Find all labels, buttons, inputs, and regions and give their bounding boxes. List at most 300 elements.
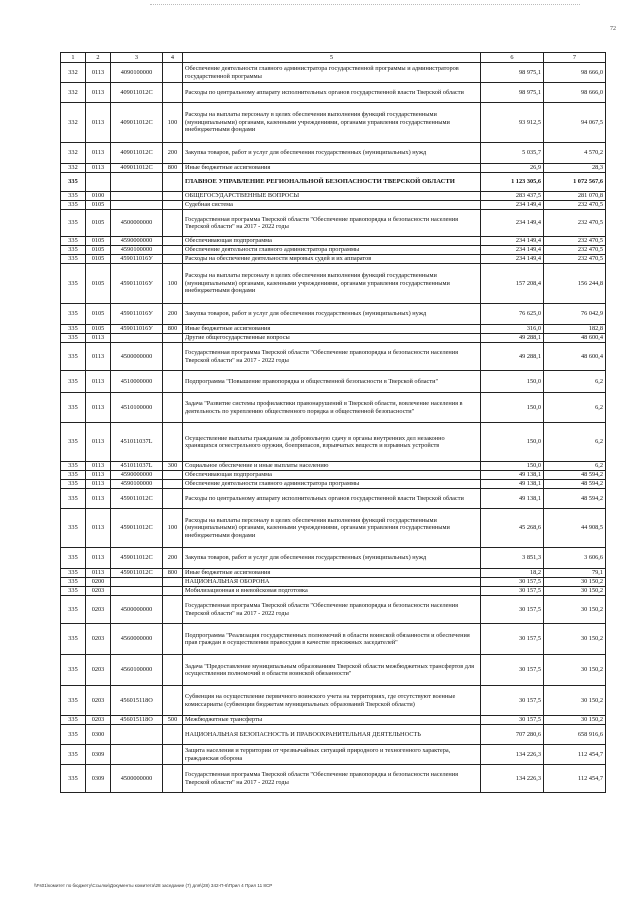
amount-year-2-cell: 30 150,2 — [544, 596, 606, 624]
amount-year-1-cell: 30 157,5 — [481, 596, 544, 624]
section-code-cell: 0105 — [86, 210, 111, 237]
section-code-cell: 0113 — [86, 471, 111, 480]
target-code-cell: 4590100000 — [111, 480, 163, 489]
amount-year-2-cell: 6,2 — [544, 371, 606, 393]
admin-code-cell: 332 — [61, 164, 86, 173]
item-name-cell: Государственная программа Тверской области "Обеспечение правопорядка и безопасности населения Тверской области" на 2017 - 2022 годы — [183, 765, 481, 793]
expense-type-cell — [163, 587, 183, 596]
item-name-cell: Мобилизационная и вневойсковая подготовка — [183, 587, 481, 596]
amount-year-2-cell: 232 470,5 — [544, 255, 606, 264]
admin-code-cell: 335 — [61, 578, 86, 587]
target-code-cell — [111, 745, 163, 765]
target-code-cell: 4510000000 — [111, 371, 163, 393]
amount-year-1-cell: 234 149,4 — [481, 210, 544, 237]
amount-year-2-cell: 6,2 — [544, 423, 606, 462]
section-code-cell: 0105 — [86, 264, 111, 304]
section-code-cell: 0200 — [86, 578, 111, 587]
admin-code-cell: 335 — [61, 716, 86, 725]
expense-type-cell — [163, 423, 183, 462]
target-code-cell: 4500000000 — [111, 596, 163, 624]
amount-year-2-cell: 30 150,2 — [544, 655, 606, 686]
item-name-cell: Защита населения и территории от чрезвычайных ситуаций природного и техногенного характера, гражданская оборона — [183, 745, 481, 765]
item-name-cell: Другие общегосударственные вопросы — [183, 334, 481, 343]
target-code-cell — [111, 334, 163, 343]
target-code-cell: 459011012С — [111, 489, 163, 509]
budget-table — [60, 52, 606, 793]
table-row — [61, 371, 606, 393]
target-code-cell: 409011012С — [111, 83, 163, 103]
item-name-cell: ГЛАВНОЕ УПРАВЛЕНИЕ РЕГИОНАЛЬНОЙ БЕЗОПАСНОСТИ ТВЕРСКОЙ ОБЛАСТИ — [183, 173, 481, 192]
item-name-cell: Обеспечение деятельности главного администратора государственной программы и администраторов государственной программы — [183, 63, 481, 83]
section-code-cell: 0113 — [86, 489, 111, 509]
amount-year-1-cell: 30 157,5 — [481, 578, 544, 587]
amount-year-1-cell: 49 288,1 — [481, 343, 544, 371]
admin-code-cell: 335 — [61, 334, 86, 343]
item-name-cell: Расходы на обеспечение деятельности мировых судей и их аппаратов — [183, 255, 481, 264]
admin-code-cell: 335 — [61, 725, 86, 745]
section-code-cell: 0105 — [86, 255, 111, 264]
item-name-cell: Субвенция на осуществление первичного воинского учета на территориях, где отсутствуют военные комиссариаты (субвенции бюджетам муниципальных образований Тверской области) — [183, 686, 481, 716]
expense-type-cell — [163, 210, 183, 237]
amount-year-1-cell: 234 149,4 — [481, 246, 544, 255]
amount-year-2-cell: 79,1 — [544, 569, 606, 578]
expense-type-cell — [163, 173, 183, 192]
amount-year-2-cell: 48 594,2 — [544, 471, 606, 480]
table-row — [61, 725, 606, 745]
item-name-cell: Государственная программа Тверской области "Обеспечение правопорядка и безопасности населения Тверской области" на 2017 - 2022 годы — [183, 596, 481, 624]
section-code-cell: 0203 — [86, 686, 111, 716]
admin-code-cell: 335 — [61, 255, 86, 264]
section-code-cell: 0113 — [86, 343, 111, 371]
admin-code-cell: 335 — [61, 325, 86, 334]
amount-year-2-cell: 281 070,8 — [544, 192, 606, 201]
amount-year-2-cell: 76 042,9 — [544, 304, 606, 325]
table-row — [61, 83, 606, 103]
amount-year-1-cell: 134 226,3 — [481, 765, 544, 793]
table-row — [61, 423, 606, 462]
item-name-cell: Обеспечение деятельности главного администратора программы — [183, 246, 481, 255]
section-code-cell: 0300 — [86, 725, 111, 745]
section-code-cell: 0113 — [86, 164, 111, 173]
expense-type-cell — [163, 237, 183, 246]
target-code-cell: 4500000000 — [111, 765, 163, 793]
section-code-cell: 0105 — [86, 304, 111, 325]
section-code-cell: 0309 — [86, 765, 111, 793]
header-col-4: 4 — [163, 53, 183, 63]
amount-year-1-cell: 30 157,5 — [481, 587, 544, 596]
section-code-cell: 0113 — [86, 143, 111, 164]
amount-year-2-cell: 30 150,2 — [544, 686, 606, 716]
amount-year-2-cell: 232 470,5 — [544, 210, 606, 237]
target-code-cell: 4510100000 — [111, 393, 163, 423]
page-number: 72 — [610, 26, 616, 32]
admin-code-cell: 335 — [61, 393, 86, 423]
amount-year-2-cell: 94 067,5 — [544, 103, 606, 143]
section-code-cell: 0113 — [86, 509, 111, 548]
amount-year-2-cell: 1 072 567,6 — [544, 173, 606, 192]
target-code-cell: 459011012С — [111, 548, 163, 569]
section-code-cell: 0113 — [86, 480, 111, 489]
amount-year-2-cell: 48 594,2 — [544, 489, 606, 509]
expense-type-cell — [163, 63, 183, 83]
section-code-cell: 0113 — [86, 63, 111, 83]
expense-type-cell — [163, 480, 183, 489]
section-code-cell: 0113 — [86, 393, 111, 423]
admin-code-cell: 335 — [61, 210, 86, 237]
expense-type-cell: 800 — [163, 569, 183, 578]
admin-code-cell: 335 — [61, 246, 86, 255]
section-code-cell: 0203 — [86, 716, 111, 725]
amount-year-1-cell: 234 149,4 — [481, 237, 544, 246]
item-name-cell: Подпрограмма "Повышение правопорядка и общественной безопасности в Тверской области" — [183, 371, 481, 393]
target-code-cell: 4590000000 — [111, 471, 163, 480]
amount-year-2-cell: 232 470,5 — [544, 246, 606, 255]
expense-type-cell — [163, 745, 183, 765]
target-code-cell — [111, 578, 163, 587]
amount-year-1-cell: 26,9 — [481, 164, 544, 173]
expense-type-cell — [163, 596, 183, 624]
table-row — [61, 716, 606, 725]
section-code-cell: 0105 — [86, 237, 111, 246]
target-code-cell — [111, 173, 163, 192]
expense-type-cell — [163, 371, 183, 393]
amount-year-1-cell: 234 149,4 — [481, 201, 544, 210]
target-code-cell: 456015118О — [111, 686, 163, 716]
expense-type-cell: 200 — [163, 548, 183, 569]
table-row — [61, 686, 606, 716]
expense-type-cell: 200 — [163, 304, 183, 325]
expense-type-cell — [163, 334, 183, 343]
target-code-cell: 4500000000 — [111, 210, 163, 237]
admin-code-cell: 335 — [61, 480, 86, 489]
table-row — [61, 480, 606, 489]
expense-type-cell — [163, 624, 183, 655]
target-code-cell — [111, 201, 163, 210]
admin-code-cell: 335 — [61, 587, 86, 596]
amount-year-1-cell: 18,2 — [481, 569, 544, 578]
target-code-cell: 4590100000 — [111, 246, 163, 255]
section-code-cell: 0113 — [86, 462, 111, 471]
amount-year-1-cell: 5 035,7 — [481, 143, 544, 164]
target-code-cell — [111, 192, 163, 201]
section-code-cell: 0309 — [86, 745, 111, 765]
admin-code-cell: 335 — [61, 423, 86, 462]
amount-year-2-cell: 232 470,5 — [544, 201, 606, 210]
amount-year-2-cell: 6,2 — [544, 462, 606, 471]
item-name-cell: Расходы по центральному аппарату исполнительных органов государственной власти Тверской области — [183, 489, 481, 509]
table-row — [61, 143, 606, 164]
item-name-cell: НАЦИОНАЛЬНАЯ БЕЗОПАСНОСТЬ И ПРАВООХРАНИТЕЛЬНАЯ ДЕЯТЕЛЬНОСТЬ — [183, 725, 481, 745]
amount-year-1-cell: 30 157,5 — [481, 655, 544, 686]
table-row — [61, 489, 606, 509]
expense-type-cell — [163, 201, 183, 210]
table-row — [61, 192, 606, 201]
section-code-cell: 0113 — [86, 334, 111, 343]
expense-type-cell — [163, 255, 183, 264]
amount-year-1-cell: 98 975,1 — [481, 63, 544, 83]
amount-year-2-cell: 30 150,2 — [544, 578, 606, 587]
table-row — [61, 471, 606, 480]
amount-year-2-cell: 48 600,4 — [544, 343, 606, 371]
admin-code-cell: 335 — [61, 686, 86, 716]
section-code-cell: 0113 — [86, 423, 111, 462]
table-row — [61, 246, 606, 255]
item-name-cell: Закупка товаров, работ и услуг для обеспечения государственных (муниципальных) нужд — [183, 143, 481, 164]
amount-year-1-cell: 234 149,4 — [481, 255, 544, 264]
amount-year-1-cell: 45 268,6 — [481, 509, 544, 548]
expense-type-cell: 500 — [163, 716, 183, 725]
item-name-cell: Социальное обеспечение и иные выплаты населению — [183, 462, 481, 471]
expense-type-cell — [163, 655, 183, 686]
admin-code-cell: 335 — [61, 745, 86, 765]
admin-code-cell: 335 — [61, 304, 86, 325]
item-name-cell: Обеспечивающая подпрограмма — [183, 471, 481, 480]
section-code-cell — [86, 173, 111, 192]
expense-type-cell — [163, 489, 183, 509]
target-code-cell: 456015118О — [111, 716, 163, 725]
item-name-cell: Расходы на выплаты персоналу в целях обеспечения выполнения функций государственными (муниципальными) органами, казенными учреждениями, органами управления государственными внебюджетными фондами — [183, 509, 481, 548]
admin-code-cell: 335 — [61, 343, 86, 371]
amount-year-1-cell: 707 280,6 — [481, 725, 544, 745]
table-row — [61, 745, 606, 765]
section-code-cell: 0105 — [86, 325, 111, 334]
amount-year-1-cell: 1 123 305,6 — [481, 173, 544, 192]
expense-type-cell: 100 — [163, 264, 183, 304]
amount-year-2-cell: 4 570,2 — [544, 143, 606, 164]
table-row — [61, 237, 606, 246]
table-row — [61, 255, 606, 264]
admin-code-cell: 335 — [61, 548, 86, 569]
item-name-cell: Подпрограмма "Реализация государственных полномочий в области воинской обязанности и обеспечения прав граждан в осуществлении правосудия в качестве присяжных заседателей" — [183, 624, 481, 655]
header-col-1: 1 — [61, 53, 86, 63]
table-row — [61, 578, 606, 587]
target-code-cell: 451011037L — [111, 423, 163, 462]
section-code-cell: 0100 — [86, 192, 111, 201]
item-name-cell: Задача "Предоставление муниципальным образованиям Тверской области межбюджетных трансфертов для осуществления полномочий в области воинской обязанности" — [183, 655, 481, 686]
expense-type-cell — [163, 246, 183, 255]
section-code-cell: 0203 — [86, 596, 111, 624]
expense-type-cell: 200 — [163, 143, 183, 164]
target-code-cell: 459011016У — [111, 255, 163, 264]
expense-type-cell — [163, 765, 183, 793]
table-row — [61, 765, 606, 793]
item-name-cell: Государственная программа Тверской области "Обеспечение правопорядка и безопасности населения Тверской области" на 2017 - 2022 годы — [183, 343, 481, 371]
section-code-cell: 0203 — [86, 624, 111, 655]
item-name-cell: Расходы по центральному аппарату исполнительных органов государственной власти Тверской области — [183, 83, 481, 103]
expense-type-cell: 100 — [163, 103, 183, 143]
amount-year-2-cell: 6,2 — [544, 393, 606, 423]
section-code-cell: 0105 — [86, 201, 111, 210]
target-code-cell: 4560000000 — [111, 624, 163, 655]
target-code-cell: 409011012С — [111, 143, 163, 164]
table-row — [61, 548, 606, 569]
section-code-cell: 0203 — [86, 655, 111, 686]
expense-type-cell — [163, 725, 183, 745]
amount-year-2-cell: 112 454,7 — [544, 765, 606, 793]
amount-year-2-cell: 98 666,0 — [544, 63, 606, 83]
header-col-7: 7 — [544, 53, 606, 63]
amount-year-1-cell: 150,0 — [481, 371, 544, 393]
table-row — [61, 569, 606, 578]
amount-year-2-cell: 182,8 — [544, 325, 606, 334]
expense-type-cell — [163, 192, 183, 201]
table-header-row — [61, 53, 606, 63]
target-code-cell: 409011012С — [111, 164, 163, 173]
amount-year-2-cell: 30 150,2 — [544, 587, 606, 596]
target-code-cell — [111, 725, 163, 745]
item-name-cell: Обеспечение деятельности главного администратора программы — [183, 480, 481, 489]
table-row — [61, 325, 606, 334]
expense-type-cell — [163, 578, 183, 587]
section-code-cell: 0113 — [86, 548, 111, 569]
target-code-cell: 4500000000 — [111, 343, 163, 371]
target-code-cell: 4590000000 — [111, 237, 163, 246]
amount-year-2-cell: 232 470,5 — [544, 237, 606, 246]
amount-year-1-cell: 30 157,5 — [481, 686, 544, 716]
table-row — [61, 462, 606, 471]
admin-code-cell: 335 — [61, 624, 86, 655]
table-row — [61, 624, 606, 655]
amount-year-1-cell: 150,0 — [481, 423, 544, 462]
table-row — [61, 509, 606, 548]
section-code-cell: 0113 — [86, 371, 111, 393]
section-code-cell: 0113 — [86, 83, 111, 103]
amount-year-2-cell: 48 594,2 — [544, 480, 606, 489]
section-code-cell: 0113 — [86, 569, 111, 578]
expense-type-cell — [163, 393, 183, 423]
amount-year-1-cell: 157 208,4 — [481, 264, 544, 304]
target-code-cell: 459011012С — [111, 569, 163, 578]
header-col-2: 2 — [86, 53, 111, 63]
amount-year-1-cell: 49 138,1 — [481, 489, 544, 509]
item-name-cell: НАЦИОНАЛЬНАЯ ОБОРОНА — [183, 578, 481, 587]
expense-type-cell: 800 — [163, 164, 183, 173]
admin-code-cell: 335 — [61, 655, 86, 686]
table-row — [61, 164, 606, 173]
item-name-cell: Расходы на выплаты персоналу в целях обеспечения выполнения функций государственными (муниципальными) органами, казенными учреждениями, органами управления государственными внебюджетными фондами — [183, 103, 481, 143]
target-code-cell: 4560100000 — [111, 655, 163, 686]
item-name-cell: Иные бюджетные ассигнования — [183, 164, 481, 173]
target-code-cell: 4090100000 — [111, 63, 163, 83]
section-code-cell: 0105 — [86, 246, 111, 255]
expense-type-cell — [163, 471, 183, 480]
section-code-cell: 0203 — [86, 587, 111, 596]
item-name-cell: ОБЩЕГОСУДАРСТВЕННЫЕ ВОПРОСЫ — [183, 192, 481, 201]
item-name-cell: Судебная система — [183, 201, 481, 210]
admin-code-cell: 335 — [61, 596, 86, 624]
item-name-cell: Задача "Развитие системы профилактики правонарушений в Тверской области, вовлечение населения в деятельность по укреплению общественного порядка и общественной безопасности" — [183, 393, 481, 423]
admin-code-cell: 335 — [61, 569, 86, 578]
admin-code-cell: 335 — [61, 471, 86, 480]
amount-year-2-cell: 98 666,0 — [544, 83, 606, 103]
amount-year-1-cell: 98 975,1 — [481, 83, 544, 103]
amount-year-1-cell: 30 157,5 — [481, 716, 544, 725]
amount-year-1-cell: 150,0 — [481, 462, 544, 471]
expense-type-cell: 100 — [163, 509, 183, 548]
admin-code-cell: 335 — [61, 201, 86, 210]
admin-code-cell: 335 — [61, 173, 86, 192]
table-row — [61, 343, 606, 371]
item-name-cell: Закупка товаров, работ и услуг для обеспечения государственных (муниципальных) нужд — [183, 304, 481, 325]
expense-type-cell — [163, 343, 183, 371]
table-row — [61, 63, 606, 83]
amount-year-1-cell: 316,0 — [481, 325, 544, 334]
target-code-cell: 459011016У — [111, 264, 163, 304]
item-name-cell: Межбюджетные трансферты — [183, 716, 481, 725]
amount-year-2-cell: 44 908,5 — [544, 509, 606, 548]
amount-year-1-cell: 30 157,5 — [481, 624, 544, 655]
amount-year-2-cell: 30 150,2 — [544, 716, 606, 725]
amount-year-1-cell: 134 226,3 — [481, 745, 544, 765]
target-code-cell: 409011012С — [111, 103, 163, 143]
item-name-cell: Расходы на выплаты персоналу в целях обеспечения выполнения функций государственными (муниципальными) органами, казенными учреждениями, органами управления государственными внебюджетными фондами — [183, 264, 481, 304]
table-row — [61, 264, 606, 304]
expense-type-cell: 300 — [163, 462, 183, 471]
amount-year-2-cell: 112 454,7 — [544, 745, 606, 765]
amount-year-1-cell: 93 912,5 — [481, 103, 544, 143]
item-name-cell: Осуществление выплаты гражданам за добровольную сдачу в органы внутренних дел незаконно хранящихся огнестрельного оружия, боеприпасов, взрывчатых веществ и взрывных устройств — [183, 423, 481, 462]
amount-year-2-cell: 28,3 — [544, 164, 606, 173]
admin-code-cell: 335 — [61, 371, 86, 393]
item-name-cell: Государственная программа Тверской области "Обеспечение правопорядка и безопасности населения Тверской области" на 2017 - 2022 годы — [183, 210, 481, 237]
amount-year-1-cell: 76 625,0 — [481, 304, 544, 325]
table-row — [61, 596, 606, 624]
admin-code-cell: 335 — [61, 192, 86, 201]
item-name-cell: Иные бюджетные ассигнования — [183, 569, 481, 578]
item-name-cell: Закупка товаров, работ и услуг для обеспечения государственных (муниципальных) нужд — [183, 548, 481, 569]
table-row — [61, 393, 606, 423]
amount-year-1-cell: 49 288,1 — [481, 334, 544, 343]
table-row — [61, 334, 606, 343]
header-col-3: 3 — [111, 53, 163, 63]
table-row — [61, 655, 606, 686]
admin-code-cell: 332 — [61, 63, 86, 83]
admin-code-cell: 335 — [61, 509, 86, 548]
table-row — [61, 304, 606, 325]
header-col-5: 5 — [183, 53, 481, 63]
admin-code-cell: 335 — [61, 462, 86, 471]
target-code-cell: 459011016У — [111, 325, 163, 334]
item-name-cell: Обеспечивающая подпрограмма — [183, 237, 481, 246]
expense-type-cell — [163, 83, 183, 103]
section-code-cell: 0113 — [86, 103, 111, 143]
amount-year-1-cell: 283 437,5 — [481, 192, 544, 201]
admin-code-cell: 335 — [61, 765, 86, 793]
amount-year-1-cell: 150,0 — [481, 393, 544, 423]
amount-year-1-cell: 49 138,1 — [481, 471, 544, 480]
expense-type-cell: 800 — [163, 325, 183, 334]
footer-file-path: \\Fs01\комитет по бюджету\Ссылки\Документы комитета\28 заседание (7) для\(28) 342-П-6\Прил 4 Прил 11 8СР — [34, 883, 273, 888]
item-name-cell: Иные бюджетные ассигнования — [183, 325, 481, 334]
admin-code-cell: 332 — [61, 103, 86, 143]
admin-code-cell: 335 — [61, 489, 86, 509]
table-row — [61, 210, 606, 237]
admin-code-cell: 335 — [61, 237, 86, 246]
amount-year-2-cell: 30 150,2 — [544, 624, 606, 655]
amount-year-2-cell: 3 606,6 — [544, 548, 606, 569]
table-row — [61, 173, 606, 192]
amount-year-1-cell: 3 851,3 — [481, 548, 544, 569]
amount-year-2-cell: 658 916,6 — [544, 725, 606, 745]
table-row — [61, 103, 606, 143]
amount-year-2-cell: 48 600,4 — [544, 334, 606, 343]
admin-code-cell: 332 — [61, 83, 86, 103]
amount-year-2-cell: 156 244,8 — [544, 264, 606, 304]
admin-code-cell: 335 — [61, 264, 86, 304]
expense-type-cell — [163, 686, 183, 716]
scan-artifact-line — [150, 4, 580, 5]
header-col-6: 6 — [481, 53, 544, 63]
